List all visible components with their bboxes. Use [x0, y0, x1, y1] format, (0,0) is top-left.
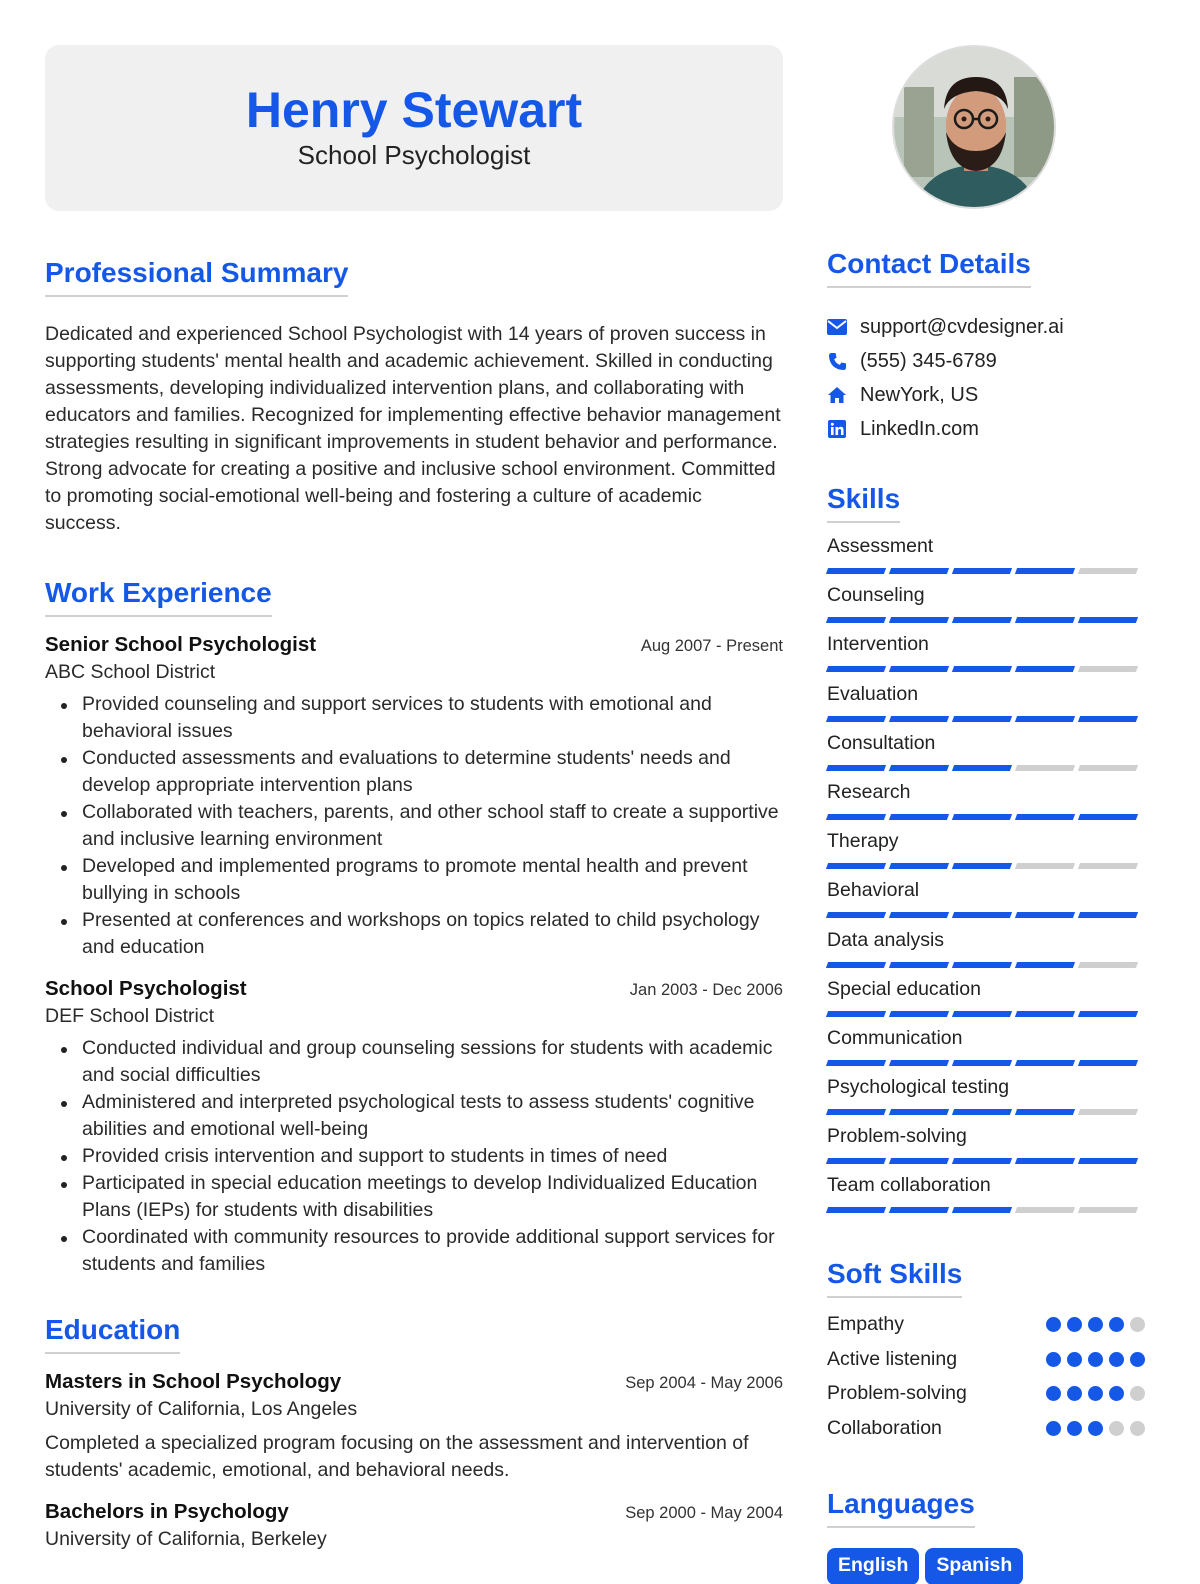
language-tag: Spanish [925, 1548, 1023, 1584]
skill-level-segment [1015, 1207, 1075, 1213]
rating-dot [1067, 1317, 1082, 1332]
job-date: Jan 2003 - Dec 2006 [629, 981, 783, 999]
skill-level-segment [1015, 617, 1075, 623]
skill-item [827, 1121, 1145, 1170]
skill-level-segment [889, 765, 949, 771]
job-date: Aug 2007 - Present [640, 637, 783, 655]
list-item: Administered and interpreted psychological tests to assess students' cognitive abilities and emotional well-being [45, 1089, 783, 1143]
skill-level-segment [889, 617, 949, 623]
job-organization: ABC School District [45, 661, 216, 683]
list-item: Coordinated with community resources to provide additional support services for students and families [45, 1224, 783, 1278]
list-item: Provided crisis intervention and support to students in times of need [45, 1143, 783, 1170]
skill-level-segment [1078, 1158, 1138, 1164]
skill-level-segment [952, 814, 1012, 820]
school-name: University of California, Los Angeles [45, 1398, 358, 1420]
skill-level-segment [826, 1207, 886, 1213]
rating-dot [1088, 1317, 1103, 1332]
skill-level-segment [1015, 1109, 1075, 1115]
rating-dot [1109, 1386, 1124, 1401]
skill-level-bar [827, 1109, 1145, 1115]
skill-level-segment [1078, 863, 1138, 869]
skill-level-segment [826, 1060, 886, 1066]
soft-skills-list [827, 1308, 1145, 1446]
education-heading: Education [45, 1312, 180, 1354]
skill-name: Assessment [827, 535, 934, 557]
soft-skill-rating [1046, 1317, 1145, 1332]
list-item: Conducted assessments and evaluations to determine students' needs and develop appropriate intervention plans [45, 745, 783, 799]
summary-heading: Professional Summary [45, 255, 348, 297]
skill-level-segment [889, 863, 949, 869]
skill-name: Counseling [827, 584, 925, 607]
skill-level-segment [952, 863, 1012, 869]
rating-dot [1067, 1352, 1082, 1367]
soft-skill-item [827, 1342, 1145, 1377]
skill-level-segment [1078, 765, 1138, 771]
skill-level-segment [1015, 814, 1075, 820]
skill-level-segment [1015, 912, 1075, 918]
languages-list [827, 1548, 1145, 1584]
job-organization: DEF School District [45, 1005, 215, 1027]
contact-text: support@cvdesigner.ai [860, 315, 1064, 338]
contact-text: NewYork, US [860, 383, 979, 406]
skill-name: Communication [827, 1026, 963, 1049]
rating-dot [1046, 1352, 1061, 1367]
skill-level-segment [889, 962, 949, 968]
education-date: Sep 2004 - May 2006 [625, 1374, 783, 1392]
rating-dot [1046, 1386, 1061, 1401]
skill-level-bar [827, 568, 1145, 574]
rating-dot [1067, 1386, 1082, 1401]
skill-item [827, 1170, 1145, 1219]
job-entry [45, 631, 783, 961]
soft-skill-item [827, 1411, 1145, 1446]
contact-email[interactable] [827, 310, 1145, 344]
skill-item [827, 875, 1145, 924]
rating-dot [1130, 1352, 1145, 1367]
rating-dot [1109, 1317, 1124, 1332]
skill-level-segment [889, 716, 949, 722]
skill-level-segment [826, 765, 886, 771]
education-entry [45, 1368, 783, 1484]
skill-level-segment [889, 1158, 949, 1164]
skill-level-segment [1078, 1109, 1138, 1115]
skill-level-bar [827, 814, 1145, 820]
rating-dot [1130, 1386, 1145, 1401]
skill-level-segment [1015, 1011, 1075, 1017]
skill-level-segment [952, 617, 1012, 623]
rating-dot [1130, 1421, 1145, 1436]
skill-level-segment [1015, 1060, 1075, 1066]
skill-level-segment [1078, 716, 1138, 722]
skill-level-segment [1015, 1158, 1075, 1164]
skill-level-segment [952, 1109, 1012, 1115]
skill-level-segment [826, 814, 886, 820]
envelope-icon [827, 317, 847, 337]
summary-text: Dedicated and experienced School Psychologist with 14 years of proven success in supporting students' mental health and academic achievement. Skilled in conducting assessments, developing individualized intervention plans, and collaborating with educators and families. Recognized for implementing effective behavior management strategies resulting in significant improvements in student behavior and performance. Strong advocate for creating a positive and inclusive school environment. Committed to promoting social-emotional well-being and fostering a culture of academic success. [45, 323, 781, 534]
skill-name: Special education [827, 977, 981, 1000]
degree-title: Bachelors in Psychology [45, 1500, 289, 1523]
header-card [45, 45, 783, 211]
contact-text: (555) 345-6789 [860, 349, 997, 372]
skill-level-segment [1015, 962, 1075, 968]
skill-level-segment [1078, 912, 1138, 918]
soft-skill-name: Collaboration [827, 1416, 942, 1439]
skill-level-segment [1078, 1207, 1138, 1213]
soft-skill-name: Problem-solving [827, 1382, 967, 1405]
skill-level-bar [827, 1060, 1145, 1066]
skill-level-segment [952, 666, 1012, 672]
experience-heading: Work Experience [45, 575, 272, 617]
skill-level-segment [1015, 568, 1075, 574]
contact-linkedin[interactable] [827, 412, 1145, 446]
language-tag: English [827, 1548, 919, 1584]
skill-level-segment [1078, 617, 1138, 623]
skill-level-segment [826, 617, 886, 623]
rating-dot [1130, 1317, 1145, 1332]
candidate-role: School Psychologist [297, 140, 531, 170]
list-item: Collaborated with teachers, parents, and other school staff to create a supportive and inclusive learning environment [45, 799, 783, 853]
skills-heading: Skills [827, 481, 900, 523]
linkedin-icon [827, 419, 847, 439]
education-entry [45, 1498, 783, 1552]
rating-dot [1109, 1421, 1124, 1436]
skill-level-bar [827, 962, 1145, 968]
contact-heading: Contact Details [827, 246, 1031, 288]
skill-name: Team collaboration [827, 1174, 991, 1197]
skill-level-bar [827, 666, 1145, 672]
skill-level-segment [952, 1207, 1012, 1213]
contact-phone[interactable] [827, 344, 1145, 378]
job-title: Senior School Psychologist [45, 633, 317, 656]
phone-icon [827, 351, 847, 371]
skill-name: Research [827, 780, 911, 803]
skill-level-segment [889, 1207, 949, 1213]
rating-dot [1088, 1352, 1103, 1367]
skill-item [827, 826, 1145, 875]
skill-level-segment [826, 568, 886, 574]
job-bullets [45, 1035, 783, 1278]
skill-level-segment [826, 863, 886, 869]
skill-level-segment [952, 568, 1012, 574]
skill-item [827, 728, 1145, 777]
contact-text: LinkedIn.com [860, 417, 979, 440]
skill-level-segment [826, 962, 886, 968]
rating-dot [1067, 1421, 1082, 1436]
skill-level-segment [1078, 568, 1138, 574]
skill-level-bar [827, 912, 1145, 918]
list-item: Participated in special education meetings to develop Individualized Education Plans (IEPs) for students with disabilities [45, 1170, 783, 1224]
skill-item [827, 925, 1145, 974]
skill-item [827, 531, 1145, 580]
school-name: University of California, Berkeley [45, 1528, 327, 1550]
job-entry [45, 975, 783, 1278]
job-title: School Psychologist [45, 977, 247, 1000]
skill-name: Behavioral [827, 879, 920, 902]
soft-skill-rating [1046, 1352, 1145, 1367]
skill-item [827, 629, 1145, 678]
soft-skill-name: Empathy [827, 1313, 904, 1336]
skill-level-segment [1015, 863, 1075, 869]
languages-heading: Languages [827, 1486, 975, 1528]
skill-name: Evaluation [827, 682, 919, 705]
soft-skill-rating [1046, 1421, 1145, 1436]
skill-level-segment [1015, 716, 1075, 722]
skill-level-segment [952, 962, 1012, 968]
skill-level-bar [827, 1011, 1145, 1017]
soft-skill-item [827, 1377, 1145, 1412]
skill-level-bar [827, 863, 1145, 869]
skill-item [827, 1023, 1145, 1072]
skill-item [827, 777, 1145, 826]
skill-level-segment [826, 1011, 886, 1017]
skill-level-segment [826, 1158, 886, 1164]
rating-dot [1088, 1421, 1103, 1436]
skill-level-segment [952, 765, 1012, 771]
skill-name: Psychological testing [827, 1076, 1010, 1099]
skill-level-segment [952, 1011, 1012, 1017]
skill-item [827, 974, 1145, 1023]
education-description: Completed a specialized program focusing on the assessment and intervention of students' academic, emotional, and behavioral needs. [45, 1432, 749, 1481]
skill-name: Intervention [827, 633, 929, 656]
education-date: Sep 2000 - May 2004 [625, 1504, 783, 1522]
soft-skill-item [827, 1308, 1145, 1343]
skill-level-segment [1078, 962, 1138, 968]
skill-level-segment [952, 1060, 1012, 1066]
skill-level-segment [1015, 765, 1075, 771]
skill-name: Problem-solving [827, 1125, 967, 1148]
skill-level-bar [827, 1158, 1145, 1164]
skills-list [827, 531, 1145, 1220]
skill-level-bar [827, 617, 1145, 623]
skill-level-segment [1078, 1011, 1138, 1017]
skill-level-bar [827, 765, 1145, 771]
skill-level-segment [952, 716, 1012, 722]
skill-level-segment [889, 814, 949, 820]
skill-name: Therapy [827, 830, 899, 853]
skill-name: Data analysis [827, 928, 945, 951]
soft-skills-heading: Soft Skills [827, 1256, 962, 1298]
soft-skill-name: Active listening [827, 1347, 958, 1370]
avatar [892, 45, 1056, 209]
job-bullets [45, 691, 783, 961]
rating-dot [1109, 1352, 1124, 1367]
skill-level-segment [826, 1109, 886, 1115]
skill-level-bar [827, 1207, 1145, 1213]
skill-level-segment [826, 666, 886, 672]
skill-item [827, 1072, 1145, 1121]
rating-dot [1046, 1421, 1061, 1436]
list-item: Provided counseling and support services to students with emotional and behavioral issues [45, 691, 783, 745]
candidate-name: Henry Stewart [245, 82, 583, 138]
contact-list [827, 310, 1145, 446]
list-item: Developed and implemented programs to promote mental health and prevent bullying in schools [45, 853, 783, 907]
degree-title: Masters in School Psychology [45, 1370, 342, 1393]
skill-level-segment [1078, 666, 1138, 672]
skill-level-segment [889, 666, 949, 672]
list-item: Conducted individual and group counseling sessions for students with academic and social difficulties [45, 1035, 783, 1089]
skill-level-segment [889, 1109, 949, 1115]
list-item: Presented at conferences and workshops on topics related to child psychology and education [45, 907, 783, 961]
skill-level-segment [889, 1060, 949, 1066]
soft-skill-rating [1046, 1386, 1145, 1401]
skill-level-bar [827, 716, 1145, 722]
skill-level-segment [1078, 814, 1138, 820]
skill-level-segment [826, 716, 886, 722]
skill-level-segment [889, 1011, 949, 1017]
rating-dot [1088, 1386, 1103, 1401]
skill-level-segment [1015, 666, 1075, 672]
right-column [827, 246, 1145, 1584]
skill-name: Consultation [827, 731, 936, 754]
skill-level-segment [952, 1158, 1012, 1164]
home-icon [827, 385, 847, 405]
skill-level-segment [889, 568, 949, 574]
contact-location [827, 378, 1145, 412]
left-column [45, 255, 783, 1552]
skill-level-segment [952, 912, 1012, 918]
skill-item [827, 580, 1145, 629]
avatar-photo [894, 47, 1056, 209]
skill-item [827, 679, 1145, 728]
rating-dot [1046, 1317, 1061, 1332]
skill-level-segment [826, 912, 886, 918]
skill-level-segment [889, 912, 949, 918]
skill-level-segment [1078, 1060, 1138, 1066]
